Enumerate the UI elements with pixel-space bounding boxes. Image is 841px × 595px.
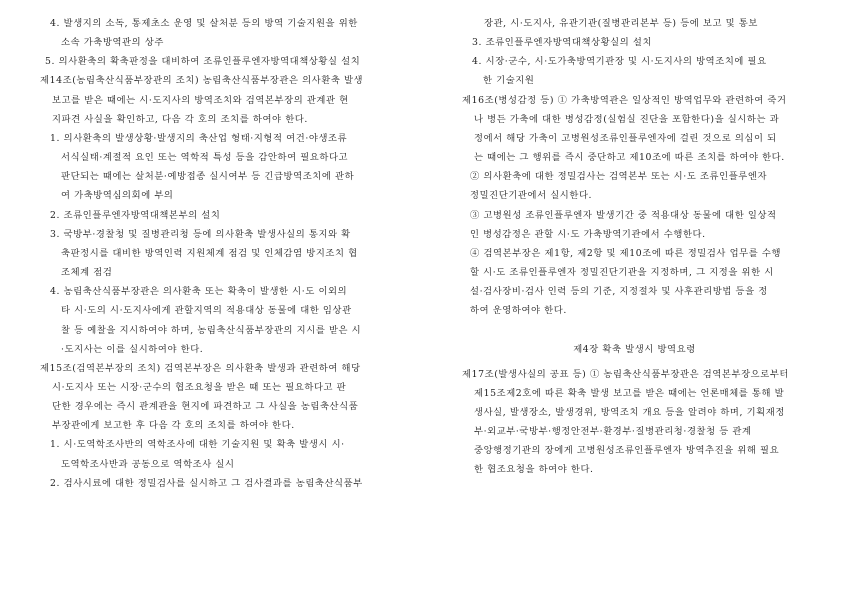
article-14: 제14조(농림축산식품부장관의 조치) 농림축산식품부장관은 의사환축 발생 보고를 받은 때에는 시·도지사의 방역조치와 검역본부장의 관계관 현 지파견 사실을 확인하고, 다음 각 호의 조치를 하여야 한다. bbox=[40, 75, 364, 125]
article-15-item-2-continued: 장관, 시·도지사, 유관기관(질병관리본부 등) 등에 보고 및 통보 bbox=[484, 18, 758, 29]
chapter-4-heading: 제4장 확축 발생시 방역요령 bbox=[573, 343, 696, 355]
article-15: 제15조(검역본부장의 조치) 검역본부장은 의사환축 발생과 관련하여 해당 시·도지사 또는 시장·군수의 협조요청을 받은 때 또는 필요하다고 판 단한 경우에는 즉시 관계관을 현지에 파견하고 그 사실을 농림축산식품 부장관에게 보고한 후 다음 각 호의 조치를 하여야 한다. bbox=[40, 362, 361, 432]
article-15-item-2: 2. 검사시료에 대한 정밀검사를 실시하고 그 검사결과를 농림축산식품부 bbox=[50, 477, 363, 489]
article-16-paragraph-3: ③ 고병원성 조류인플루엔자 발생기간 중 적용대상 동물에 대한 일상적 인 병성감정은 관할 시·도 가축방역기관에서 수행한다. bbox=[470, 209, 777, 240]
article-16-paragraph-2: ② 의사환축에 대한 정밀검사는 검역본부 또는 시·도 조류인플루엔자 정밀진단기관에서 실시한다. bbox=[470, 171, 768, 202]
article-15-item-4: 4. 시장·군수, 시·도가축방역기관장 및 시·도지사의 방역조치에 필요 한 기술지원 bbox=[472, 56, 767, 87]
left-column bbox=[40, 14, 385, 493]
article-17: 제17조(발생사실의 공표 등) ① 농림축산식품부장관은 검역본부장으로부터 제15조제2호에 따른 확축 발생 보고를 받은 때에는 언론매체를 통해 발 생사실, 발생장소, 발생경위, 방역조치 개요 등을 알려야 하며, 기획재정 부·외교부·국방부·행정안전부·환경부·질병관리청·경찰청 등 관계 중앙행정기관의 장에게 고병원성조류인플루엔자 방역추진을 위해 필요 한 협조요청을 하여야 한다. bbox=[462, 368, 789, 476]
spacer bbox=[462, 321, 807, 340]
right-column bbox=[462, 14, 807, 480]
article-14-item-4: 4. 농림축산식품부장관은 의사환축 또는 확축이 발생한 시·도 이외의 타 시·도의 시·도지사에게 관할지역의 적용대상 동물에 대한 임상관 찰 등 예찰을 지시하여야 하며, 농림축산식품부장관의 지시를 받은 시 ·도지사는 이를 실시하여야 한다. bbox=[50, 286, 362, 355]
article-15-item-3: 3. 조류인플루엔자방역대책상황실의 설치 bbox=[472, 37, 653, 49]
article-14-item-1: 1. 의사환축의 발생상황·발생지의 축산업 형태·지형적 여건·야생조류 서식실태·계절적 요인 또는 역학적 특성 등을 감안하여 필요하다고 판단되는 때에는 살처분·예방접종 실시여부 등 긴급방역조치에 관하 여 가축방역심의회에 부의 bbox=[50, 132, 355, 202]
article-16: 제16조(병성감정 등) ① 가축방역관은 일상적인 방역업무와 관련하여 죽거 나 병든 가축에 대한 병성감정(실험실 진단을 포함한다)을 실시하는 과 정에서 해당 가축이 고병원성조류인플루엔자에 걸린 것으로 의심이 되 는 때에는 그 행위를 즉시 중단하고 제10조에 따른 조치를 하여야 한다. bbox=[462, 94, 787, 164]
article-13-item-5: 5. 의사환축의 확축판정을 대비하여 조류인플루엔자방역대책상황실 설치 bbox=[45, 56, 361, 68]
article-14-item-3: 3. 국방부·경찰청 및 질병관리청 등에 의사환축 발생사실의 통지와 확 축판정시를 대비한 방역인력 지원체계 점검 및 인체감염 방지조치 협 조체계 점검 bbox=[50, 228, 358, 279]
article-16-paragraph-4: ④ 검역본부장은 제1항, 제2항 및 제10조에 따른 정밀검사 업무를 수행 할 시·도 조류인플루엔자 정밀진단기관을 지정하며, 그 지정을 위한 시 설·검사장비·검사 인력 등의 기준, 지정절차 및 사후관리방법 등을 정 하여 운영하여야 한다. bbox=[470, 247, 782, 317]
article-14-item-2: 2. 조류인플루엔자방역대책본부의 설치 bbox=[50, 209, 221, 221]
article-15-item-1: 1. 시·도역학조사반의 역학조사에 대한 기술지원 및 확축 발생시 시· 도역학조사반과 공동으로 역학조사 실시 bbox=[50, 439, 345, 470]
article-13-item-4: 4. 발생지의 소독, 통제초소 운영 및 살처분 등의 방역 기술지원을 위한 소속 가축방역관의 상주 bbox=[50, 18, 358, 49]
